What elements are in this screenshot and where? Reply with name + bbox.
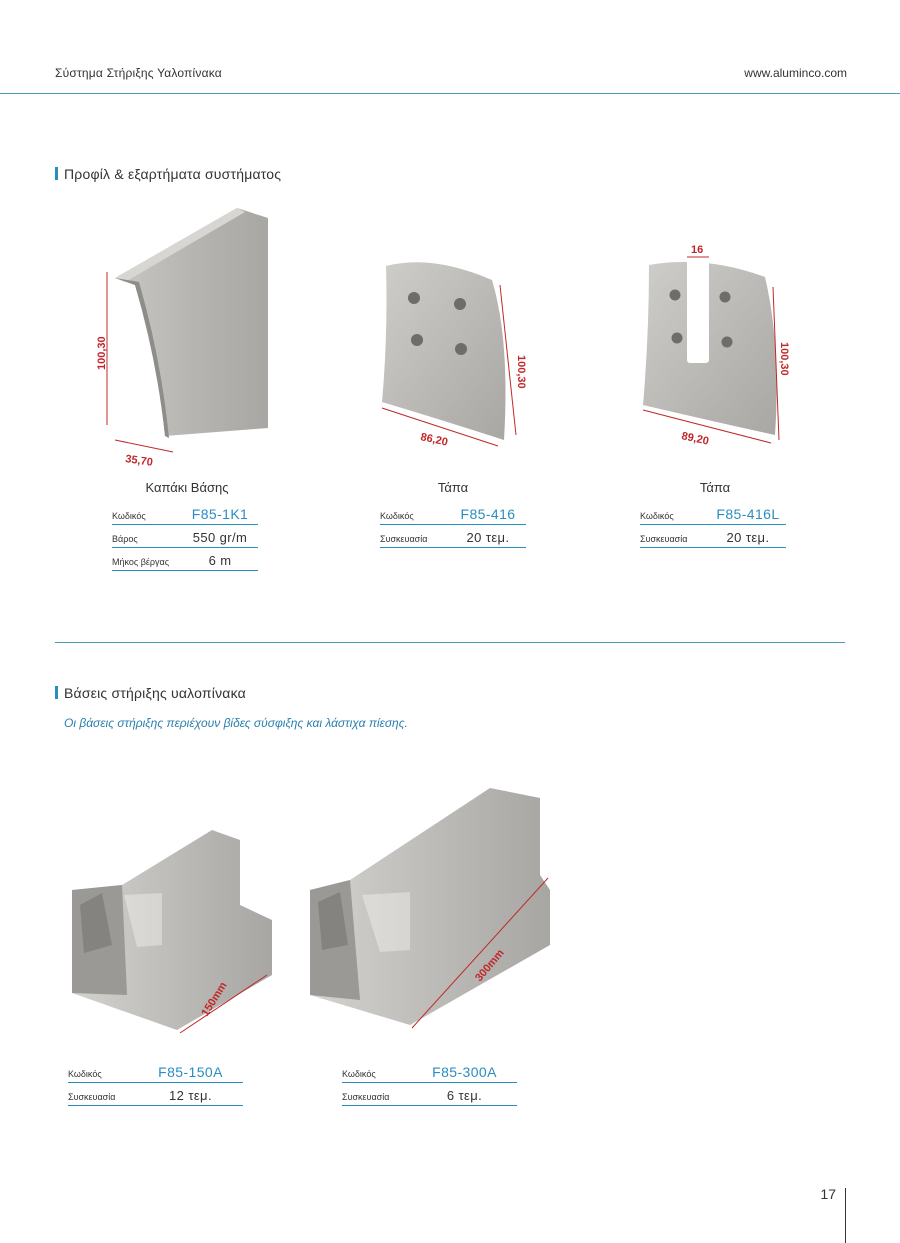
spec-row — [342, 1083, 517, 1106]
spec-row — [640, 502, 786, 525]
product-caption: Τάπα — [699, 480, 731, 495]
dimension-label: 100,30 — [515, 355, 527, 389]
spec-value: 12 τεμ. — [169, 1088, 212, 1103]
page-number: 17 — [820, 1186, 836, 1202]
spec-row — [112, 548, 258, 571]
spec-table-endcap — [380, 502, 526, 548]
spec-label: Συσκευασία — [640, 534, 688, 544]
spec-label: Συσκευασία — [380, 534, 428, 544]
spec-value: 20 τεμ. — [466, 530, 510, 545]
page-number-rule — [845, 1188, 846, 1243]
spec-row — [68, 1083, 243, 1106]
spec-label: Συσκευασία — [68, 1092, 116, 1102]
spec-row — [342, 1060, 517, 1083]
spec-value: 6 τεμ. — [446, 1088, 483, 1103]
end-cap-slot-image — [635, 235, 805, 455]
spec-table-base-300 — [342, 1060, 517, 1106]
section-note: Οι βάσεις στήριξης περιέχουν βίδες σύσφιξης και λάστιχα πίεσης. — [64, 716, 408, 730]
spec-label: Κωδικός — [68, 1069, 102, 1079]
spec-label: Συσκευασία — [342, 1092, 390, 1102]
spec-value: 550 gr/m — [192, 530, 248, 545]
dimension-label: 100,30 — [778, 342, 790, 376]
header-title: Σύστημα Στήριξης Υαλοπίνακα — [55, 66, 222, 80]
section-divider — [55, 642, 845, 643]
product-code: F85-1K1 — [191, 506, 249, 522]
dimension-label: 100,30 — [96, 336, 108, 370]
base-300-image — [300, 780, 560, 1040]
dimension-label: 35,70 — [124, 453, 154, 469]
header-divider — [0, 93, 900, 94]
spec-label: Βάρος — [112, 534, 138, 544]
end-cap-image — [372, 250, 532, 455]
section-marker — [55, 167, 58, 180]
spec-row — [112, 502, 258, 525]
spec-label: Μήκος βέργας — [112, 557, 170, 567]
dimension-label: 300mm — [473, 947, 507, 984]
spec-label: Κωδικός — [342, 1069, 376, 1079]
spec-label: Κωδικός — [640, 511, 674, 521]
product-caption: Τάπα — [437, 480, 469, 495]
base-150-image — [62, 825, 277, 1035]
dimension-label: 150mm — [199, 980, 230, 1019]
spec-row — [640, 525, 786, 548]
spec-row — [380, 525, 526, 548]
section-title-bases: Βάσεις στήριξης υαλοπίνακα — [55, 685, 246, 701]
section-marker — [55, 686, 58, 699]
dimension-label: 89,20 — [680, 430, 710, 448]
product-code: F85-416L — [716, 506, 780, 522]
spec-row — [380, 502, 526, 525]
dimension-label: 16 — [691, 244, 704, 256]
spec-row — [112, 525, 258, 548]
spec-table-base-150 — [68, 1060, 243, 1106]
header-url[interactable]: www.aluminco.com — [744, 66, 847, 80]
product-code: F85-300A — [432, 1064, 497, 1080]
spec-label: Κωδικός — [112, 511, 146, 521]
spec-row — [68, 1060, 243, 1083]
product-caption: Καπάκι Βάσης — [145, 480, 229, 495]
product-code: F85-150A — [158, 1064, 223, 1080]
spec-value: 6 m — [208, 553, 232, 568]
product-code: F85-416 — [460, 506, 516, 522]
dimension-label: 86,20 — [419, 431, 449, 449]
spec-label: Κωδικός — [380, 511, 414, 521]
spec-value: 20 τεμ. — [726, 530, 770, 545]
cap-profile-image — [85, 200, 285, 475]
section-title-profiles: Προφίλ & εξαρτήματα συστήματος — [55, 166, 281, 182]
spec-table-endcap-slot — [640, 502, 786, 548]
spec-table-cap — [112, 502, 258, 571]
